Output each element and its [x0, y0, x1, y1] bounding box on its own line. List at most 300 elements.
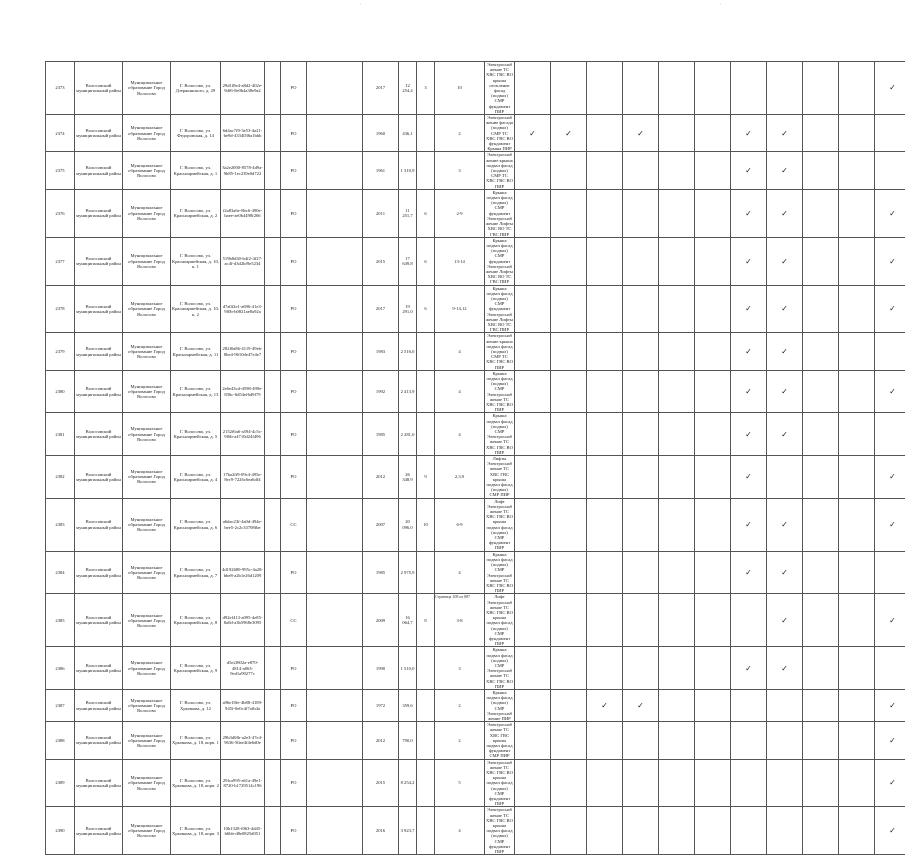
empty-cell: [803, 807, 839, 855]
checkmark-icon: ✓: [623, 689, 659, 721]
district-cell: Волосовский муниципальный район: [75, 285, 123, 333]
settlement-cell: Муниципальное образование Город Волосово: [123, 115, 171, 152]
works-cell: Крыша подвал фасад (подвал) СМР фундамент Электроснабжение Лифты ХВС ВО ТС ГВС ПИР: [485, 189, 515, 237]
address-cell: Г. Волосово, ул. Красноармейская, д. 7: [171, 551, 221, 594]
guid-cell: 4d192680-995c-4a28-bbe8-a2b1e26d1209: [221, 551, 265, 594]
year-cell: 2017: [363, 62, 399, 115]
settlement-cell: Муниципальное образование Город Волосово: [123, 285, 171, 333]
table-row: [46, 237, 905, 285]
empty-cell: [803, 285, 839, 333]
table-row: [46, 594, 905, 647]
year-cell: 2007: [363, 498, 399, 551]
empty-cell: [623, 413, 659, 456]
entrances-cell: 5: [435, 759, 485, 807]
checkmark-icon: ✓: [731, 647, 767, 690]
empty-cell: [659, 152, 695, 189]
address-cell: Г. Волосово, ул. Дзержинского, д. 29: [171, 62, 221, 115]
district-cell: Волосовский муниципальный район: [75, 189, 123, 237]
address-cell: Г. Волосово, ул. Красноармейская, д. 6: [171, 498, 221, 551]
address-cell: Г. Волосово, ул. Красноармейская, д. 1: [171, 152, 221, 189]
scan-mark: ': [360, 4, 361, 9]
ownership-type-cell: РО: [281, 456, 307, 499]
floors-cell: [417, 370, 435, 413]
checkmark-icon: ✓: [875, 722, 905, 759]
empty-cell: [695, 62, 731, 115]
empty-cell: [659, 759, 695, 807]
checkmark-icon: ✓: [731, 413, 767, 456]
entrances-cell: 2,3,9: [435, 456, 485, 499]
floors-cell: 3: [417, 62, 435, 115]
checkmark-icon: ✓: [731, 333, 767, 370]
year-cell: 2012: [363, 456, 399, 499]
guid-cell: 519b8d30-b4f2-4f27-ac4f-d3d2bf9e5234: [221, 237, 265, 285]
checkmark-icon: ✓: [587, 689, 623, 721]
empty-cell: [587, 498, 623, 551]
empty-cell: [515, 759, 551, 807]
empty-cell: [803, 759, 839, 807]
empty-cell: [587, 456, 623, 499]
empty-cell: [839, 647, 875, 690]
table-row: [46, 370, 905, 413]
empty-cell: [839, 62, 875, 115]
empty-cell: [623, 333, 659, 370]
empty-cell: [307, 807, 363, 855]
table-row: [46, 647, 905, 690]
year-cell: 2009: [363, 594, 399, 647]
guid-cell: 29d1f8e4-a8d2-402e-9df6-8e0b4a38e9a2: [221, 62, 265, 115]
checkmark-icon: ✓: [875, 498, 905, 551]
row-number: 2383: [46, 498, 75, 551]
empty-cell: [659, 498, 695, 551]
floors-cell: [417, 551, 435, 594]
checkmark-icon: ✓: [875, 370, 905, 413]
empty-cell: [265, 370, 281, 413]
empty-cell: [265, 722, 281, 759]
checkmark-icon: ✓: [731, 285, 767, 333]
table-row: [46, 62, 905, 115]
scan-mark: ': [720, 4, 721, 9]
empty-cell: [307, 333, 363, 370]
empty-cell: [515, 62, 551, 115]
empty-cell: [875, 115, 905, 152]
guid-cell: 282f0a86-4119-49eb-8be4-9610de47e4e7: [221, 333, 265, 370]
empty-cell: [551, 152, 587, 189]
empty-cell: [659, 722, 695, 759]
empty-cell: [265, 594, 281, 647]
empty-cell: [803, 647, 839, 690]
empty-cell: [307, 594, 363, 647]
empty-cell: [695, 647, 731, 690]
entrances-cell: 4: [435, 413, 485, 456]
works-cell: Лифты Электроснабжение ТС ХВС ГВС крыша подвал фасад (подвал) СМР ПИР: [485, 456, 515, 499]
empty-cell: [659, 456, 695, 499]
district-cell: Волосовский муниципальный район: [75, 456, 123, 499]
empty-cell: [587, 647, 623, 690]
settlement-cell: Муниципальное образование Город Волосово: [123, 333, 171, 370]
checkmark-icon: ✓: [551, 115, 587, 152]
empty-cell: [695, 413, 731, 456]
empty-cell: [839, 456, 875, 499]
floors-cell: [417, 759, 435, 807]
ownership-type-cell: РО: [281, 370, 307, 413]
empty-cell: [623, 594, 659, 647]
district-cell: Волосовский муниципальный район: [75, 333, 123, 370]
empty-cell: [587, 152, 623, 189]
empty-cell: [623, 237, 659, 285]
empty-cell: [767, 722, 803, 759]
table-row: [46, 413, 905, 456]
empty-cell: [731, 759, 767, 807]
checkmark-icon: ✓: [875, 759, 905, 807]
address-cell: Г. Волосово, ул. Хрычкова, д. 18, корп. 3: [171, 807, 221, 855]
empty-cell: [587, 722, 623, 759]
empty-cell: [839, 115, 875, 152]
empty-cell: [659, 689, 695, 721]
works-cell: Электроснабжение ТС ХВС ГВС ВО крыша подвал фасад (подвал) СМР фундамент ПИР: [485, 759, 515, 807]
table-row: [46, 152, 905, 189]
empty-cell: [587, 237, 623, 285]
area-cell: 17 649,8: [399, 237, 417, 285]
entrances-cell: 2-9: [435, 189, 485, 237]
empty-cell: [515, 333, 551, 370]
works-cell: Крыша подвал фасад (подвал) СМР фундамент Электроснабжение Лифты ХВС ВО ТС ГВС ПИР: [485, 285, 515, 333]
empty-cell: [307, 152, 363, 189]
address-cell: Г. Волосово, ул. Красноармейская, д. 13: [171, 370, 221, 413]
works-cell: Крыша подвал фасад (подвал) СМР Электроснабжение ТС ХВС ГВС ВО ПИР: [485, 647, 515, 690]
address-cell: Г. Волосово, ул. Красноармейская, д. 10, к. 2: [171, 285, 221, 333]
year-cell: 1992: [363, 370, 399, 413]
empty-cell: [551, 62, 587, 115]
settlement-cell: Муниципальное образование Город Волосово: [123, 370, 171, 413]
area-cell: 20 096,0: [399, 498, 417, 551]
checkmark-icon: ✓: [875, 62, 905, 115]
empty-cell: [307, 237, 363, 285]
checkmark-icon: ✓: [767, 152, 803, 189]
table-row: [46, 285, 905, 333]
floors-cell: 6: [417, 189, 435, 237]
empty-cell: [623, 152, 659, 189]
empty-cell: [767, 456, 803, 499]
floors-cell: [417, 722, 435, 759]
address-cell: Г. Волосово, ул. Хрычкова, д. 18, корп. 1: [171, 722, 221, 759]
settlement-cell: Муниципальное образование Город Волосово: [123, 189, 171, 237]
ownership-type-cell: РО: [281, 285, 307, 333]
guid-cell: 17ba2ff9-09c4-495e-8ec9-7226c6ea6df4: [221, 456, 265, 499]
table-row: [46, 498, 905, 551]
empty-cell: [695, 551, 731, 594]
empty-cell: [803, 115, 839, 152]
works-cell: Электроснабжение крыша подвал фасад (подвал) СМР ТС ХВС ГВС ВО ПИР: [485, 333, 515, 370]
settlement-cell: Муниципальное образование Город Волосово: [123, 722, 171, 759]
empty-cell: [623, 807, 659, 855]
empty-cell: [307, 647, 363, 690]
empty-cell: [731, 62, 767, 115]
empty-cell: [803, 551, 839, 594]
empty-cell: [839, 807, 875, 855]
address-cell: Г. Волосово, ул. Красноармейская, д. 4: [171, 456, 221, 499]
address-cell: Г. Волосово, ул. Красноармейская, д. 11: [171, 333, 221, 370]
table-row: [46, 456, 905, 499]
empty-cell: [623, 189, 659, 237]
empty-cell: [551, 722, 587, 759]
checkmark-icon: ✓: [875, 594, 905, 647]
empty-cell: [875, 647, 905, 690]
entrances-cell: 3: [435, 647, 485, 690]
empty-cell: [551, 647, 587, 690]
area-cell: 2 975,9: [399, 551, 417, 594]
ownership-type-cell: РО: [281, 115, 307, 152]
empty-cell: [265, 498, 281, 551]
empty-cell: [515, 647, 551, 690]
year-cell: 1990: [363, 647, 399, 690]
empty-cell: [695, 189, 731, 237]
empty-cell: [803, 498, 839, 551]
checkmark-icon: ✓: [767, 237, 803, 285]
table-row: [46, 689, 905, 721]
checkmark-icon: ✓: [731, 115, 767, 152]
empty-cell: [265, 807, 281, 855]
table-row: [46, 333, 905, 370]
ownership-type-cell: РО: [281, 189, 307, 237]
row-number: 2378: [46, 285, 75, 333]
empty-cell: [551, 333, 587, 370]
empty-cell: [551, 551, 587, 594]
area-cell: 26 348,9: [399, 456, 417, 499]
district-cell: Волосовский муниципальный район: [75, 115, 123, 152]
address-cell: Г. Волосово, ул. Красноармейская, д. 8: [171, 594, 221, 647]
entrances-cell: 9-14,12: [435, 285, 485, 333]
empty-cell: [803, 237, 839, 285]
settlement-cell: Муниципальное образование Город Волосово: [123, 647, 171, 690]
checkmark-icon: ✓: [731, 551, 767, 594]
empty-cell: [623, 62, 659, 115]
empty-cell: [307, 115, 363, 152]
area-cell: 11 251,7: [399, 189, 417, 237]
year-cell: 1985: [363, 551, 399, 594]
empty-cell: [839, 413, 875, 456]
empty-cell: [265, 333, 281, 370]
empty-cell: [623, 370, 659, 413]
ownership-type-cell: СС: [281, 594, 307, 647]
page-footer: Страница 108 из 887: [0, 594, 905, 599]
address-cell: Г. Волосово, ул. Красноармейская, д. 9: [171, 647, 221, 690]
empty-cell: [587, 370, 623, 413]
empty-cell: [659, 285, 695, 333]
empty-cell: [307, 722, 363, 759]
floors-cell: [417, 413, 435, 456]
empty-cell: [587, 551, 623, 594]
district-cell: Волосовский муниципальный район: [75, 237, 123, 285]
empty-cell: [515, 594, 551, 647]
row-number: 2377: [46, 237, 75, 285]
checkmark-icon: ✓: [767, 413, 803, 456]
row-number: 2389: [46, 759, 75, 807]
empty-cell: [695, 115, 731, 152]
address-cell: Г. Волосово, ул. Хрычкова, д. 12: [171, 689, 221, 721]
table-row: [46, 807, 905, 855]
empty-cell: [695, 237, 731, 285]
works-cell: Крыша подвал фасад (подвал) СМР Электроснабжение ПИР: [485, 689, 515, 721]
empty-cell: [767, 689, 803, 721]
empty-cell: [695, 498, 731, 551]
empty-cell: [659, 237, 695, 285]
empty-cell: [587, 285, 623, 333]
district-cell: Волосовский муниципальный район: [75, 689, 123, 721]
empty-cell: [551, 594, 587, 647]
empty-cell: [659, 333, 695, 370]
area-cell: 1 510,0: [399, 647, 417, 690]
empty-cell: [551, 456, 587, 499]
empty-cell: [307, 759, 363, 807]
area-cell: 16 064,7: [399, 594, 417, 647]
empty-cell: [695, 370, 731, 413]
entrances-cell: 2: [435, 722, 485, 759]
works-cell: Электроснабжение ТС ХВС ГВС ВО крыша отопление фасад (подвал) СМР фундамент ПИР: [485, 62, 515, 115]
empty-cell: [307, 413, 363, 456]
checkmark-icon: ✓: [875, 689, 905, 721]
empty-cell: [839, 285, 875, 333]
checkmark-icon: ✓: [767, 594, 803, 647]
settlement-cell: Муниципальное образование Город Волосово: [123, 759, 171, 807]
empty-cell: [265, 62, 281, 115]
empty-cell: [515, 370, 551, 413]
ownership-type-cell: РО: [281, 333, 307, 370]
ownership-type-cell: РО: [281, 647, 307, 690]
empty-cell: [839, 370, 875, 413]
year-cell: 1983: [363, 333, 399, 370]
table-row: [46, 759, 905, 807]
entrances-cell: 4: [435, 551, 485, 594]
works-cell: Лифт Электроснабжение ТС ХВС ГВС ВО крыша подвал фасад (подвал) СМР фундамент ПИР: [485, 498, 515, 551]
checkmark-icon: ✓: [731, 152, 767, 189]
district-cell: Волосовский муниципальный район: [75, 370, 123, 413]
empty-cell: [695, 152, 731, 189]
empty-cell: [623, 498, 659, 551]
empty-cell: [587, 807, 623, 855]
ownership-type-cell: РО: [281, 807, 307, 855]
empty-cell: [307, 62, 363, 115]
empty-cell: [623, 722, 659, 759]
row-number: 2380: [46, 370, 75, 413]
year-cell: 2017: [363, 285, 399, 333]
checkmark-icon: ✓: [767, 370, 803, 413]
guid-cell: 2152f6a6-a594-4c5c-9f6b-a4710d24f496: [221, 413, 265, 456]
area-cell: 2 281,0: [399, 413, 417, 456]
empty-cell: [307, 189, 363, 237]
empty-cell: [695, 285, 731, 333]
entrances-cell: 4: [435, 807, 485, 855]
checkmark-icon: ✓: [731, 237, 767, 285]
checkmark-icon: ✓: [515, 115, 551, 152]
empty-cell: [839, 152, 875, 189]
settlement-cell: Муниципальное образование Город Волосово: [123, 807, 171, 855]
entrances-cell: 4: [435, 370, 485, 413]
row-number: 2381: [46, 413, 75, 456]
empty-cell: [551, 689, 587, 721]
empty-cell: [731, 594, 767, 647]
guid-cell: a6dac23f-4a0d-494e-bee5-2c2c33708fbe: [221, 498, 265, 551]
empty-cell: [515, 285, 551, 333]
guid-cell: 29b3d0fb-a2e3-47e4-9636-50ae4f4e6d0e: [221, 722, 265, 759]
guid-cell: d92ef413-a095-4e85-8a0d-a3b5968e3095: [221, 594, 265, 647]
empty-cell: [515, 498, 551, 551]
ownership-type-cell: РО: [281, 237, 307, 285]
address-cell: Г. Волосово, ул. Федоровская, д. 14: [171, 115, 221, 152]
works-cell: Электроснабжение крыша подвал фасад (подвал) СМР ТС ХВС ГВС ВО ПИР: [485, 152, 515, 189]
empty-cell: [803, 189, 839, 237]
works-cell: Лифт Электроснабжение ТС ХВС ГВС ВО крыша подвал фасад (подвал) СМР фундамент ПИР: [485, 594, 515, 647]
address-cell: Г. Волосово, ул. Хрычкова, д. 18, корп. 2: [171, 759, 221, 807]
empty-cell: [803, 722, 839, 759]
empty-cell: [265, 189, 281, 237]
empty-cell: [695, 594, 731, 647]
entrances-cell: 10: [435, 62, 485, 115]
district-cell: Волосовский муниципальный район: [75, 413, 123, 456]
empty-cell: [839, 333, 875, 370]
empty-cell: [515, 689, 551, 721]
table-row: [46, 722, 905, 759]
year-cell: 2015: [363, 759, 399, 807]
empty-cell: [767, 62, 803, 115]
checkmark-icon: ✓: [875, 456, 905, 499]
works-cell: Крыша подвал фасад (подвал) СМР Электроснабжение ТС ХВС ГВС ВО ПИР: [485, 551, 515, 594]
area-cell: 2 413,9: [399, 370, 417, 413]
guid-cell: a96e18fe-4b88-4189-945f-0e0c4f7afb4a: [221, 689, 265, 721]
ownership-type-cell: РО: [281, 759, 307, 807]
settlement-cell: Муниципальное образование Город Волосово: [123, 237, 171, 285]
row-number: 2390: [46, 807, 75, 855]
checkmark-icon: ✓: [731, 189, 767, 237]
floors-cell: [417, 647, 435, 690]
area-cell: 19 291,0: [399, 285, 417, 333]
district-cell: Волосовский муниципальный район: [75, 551, 123, 594]
guid-cell: 2e6e43cd-d598-499e-836c-6d54ef6d9f79: [221, 370, 265, 413]
empty-cell: [695, 689, 731, 721]
ownership-type-cell: РО: [281, 551, 307, 594]
empty-cell: [803, 62, 839, 115]
empty-cell: [659, 115, 695, 152]
empty-cell: [265, 115, 281, 152]
checkmark-icon: ✓: [875, 807, 905, 855]
guid-cell: 3a2e2000-8578-4d9a-9b85-1ec239e0d722: [221, 152, 265, 189]
empty-cell: [803, 689, 839, 721]
guid-cell: d5e2f802a-e870-4814-a863-9ed1a99277c: [221, 647, 265, 690]
settlement-cell: Муниципальное образование Город Волосово: [123, 594, 171, 647]
checkmark-icon: ✓: [767, 498, 803, 551]
checkmark-icon: ✓: [767, 333, 803, 370]
works-cell: Крыша подвал фасад (подвал) СМР Электроснабжение ТС ХВС ГВС ВО ПИР: [485, 413, 515, 456]
floors-cell: [417, 152, 435, 189]
checkmark-icon: ✓: [623, 115, 659, 152]
district-cell: Волосовский муниципальный район: [75, 807, 123, 855]
ownership-type-cell: РО: [281, 62, 307, 115]
empty-cell: [623, 759, 659, 807]
row-number: 2374: [46, 115, 75, 152]
empty-cell: [803, 594, 839, 647]
checkmark-icon: ✓: [767, 115, 803, 152]
empty-cell: [307, 370, 363, 413]
guid-cell: d7a0f2e1-a696-41e3-9f0b-b0821ae8a92a: [221, 285, 265, 333]
empty-cell: [659, 62, 695, 115]
checkmark-icon: ✓: [731, 370, 767, 413]
row-number: 2386: [46, 647, 75, 690]
area-cell: 8 254,2: [399, 759, 417, 807]
empty-cell: [551, 370, 587, 413]
row-number: 2379: [46, 333, 75, 370]
district-cell: Волосовский муниципальный район: [75, 647, 123, 690]
empty-cell: [515, 152, 551, 189]
settlement-cell: Муниципальное образование Город Волосово: [123, 551, 171, 594]
